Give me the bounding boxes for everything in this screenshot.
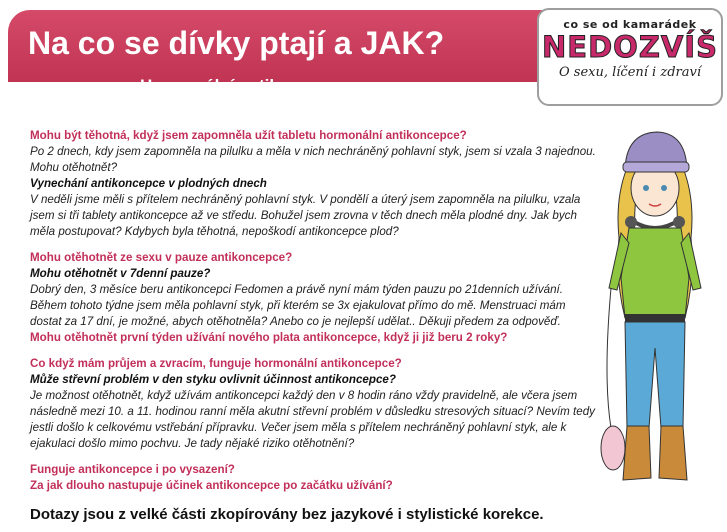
logo-top-text: co se od kamarádek xyxy=(563,18,697,31)
brand-logo xyxy=(537,8,723,106)
footer-note: Dotazy jsou z velké části zkopírovány bez jazykové i stylistické korekce. xyxy=(30,506,544,523)
question-heading: Funguje antikoncepce i po vysazení? xyxy=(30,463,235,476)
question-text: Je možnost otěhotnět, když užívám antikoncepci každý den v 8 hodin ráno vždy pravidelně, ale včera jsem následně mezi 10. a 11. hodinou ranní měla akutní střevní problém v důsledku stresových situací? Nevím tedy jestli došlo k celkovému vstřebání přípravku. Večer jsem měla s přítelem nechráněný pohlavní styk, ale k ejakulaci došlo mimo pochvu. Je tady nějaké riziko otěhotnění? xyxy=(30,389,595,450)
question-heading: Mohu otěhotnět ze sexu v pauze antikoncepce? xyxy=(30,251,293,264)
logo-brand: NEDOZVÍŠ xyxy=(542,30,718,64)
question-heading: Mohu být těhotná, když jsem zapomněla užít tabletu hormonální antikoncepce? xyxy=(30,129,467,142)
girl-illustration-icon xyxy=(585,128,725,500)
page-subtitle: Hormonální antikoncepce xyxy=(140,76,348,95)
question-subheading: Vynechání antikoncepce v plodných dnech xyxy=(30,177,267,190)
question-text: Dobrý den, 3 měsíce beru antikoncepci Fedomen a právě nyní mám týden pauzu po 21denních užívání. Během tohoto týdne jsem měla pohlavní styk, při kterém se 3x ejakulovat přímo do mě. Menstruaci mám dostat za 17 dní, je možné, abych otěhotněla? Anebo co je nejlepší udělat.. Děkuji předem za odpověď. xyxy=(30,283,566,328)
question-heading: Mohu otěhotnět první týden užívání nového plata antikoncepce, když ji již beru 2 roky? xyxy=(30,331,508,344)
question-heading: Co když mám průjem a zvracím, funguje hormonální antikoncepce? xyxy=(30,357,402,370)
page-title: Na co se dívky ptají a JAK? xyxy=(28,25,445,61)
qa-content xyxy=(30,128,600,494)
question-text: V neděli jsme měli s přítelem nechráněný pohlavní styk. V pondělí a úterý jsem zapomněla na pilulku, vzala jsem si tři tablety antikoncepce až ve středu. Bohužel jsem zrovna v těch dnech měla plodné dny. Jak bych měla postupovat? Kdybych byla těhotná, nepoškodí antikoncepce plod? xyxy=(30,193,581,238)
question-heading: Za jak dlouho nastupuje účinek antikoncepce po začátku užívání? xyxy=(30,479,393,492)
logo-tagline: O sexu, líčení i zdraví xyxy=(558,65,701,80)
question-subheading: Mohu otěhotnět v 7denní pauze? xyxy=(30,267,211,280)
question-text: Po 2 dnech, kdy jsem zapomněla na pilulku a měla v nich nechráněný pohlavní styk, jsem si vzala 3 najednou. Mohu otěhotnět? xyxy=(30,145,596,174)
question-subheading: Může střevní problém v den styku ovlivnit účinnost antikoncepce? xyxy=(30,373,396,386)
